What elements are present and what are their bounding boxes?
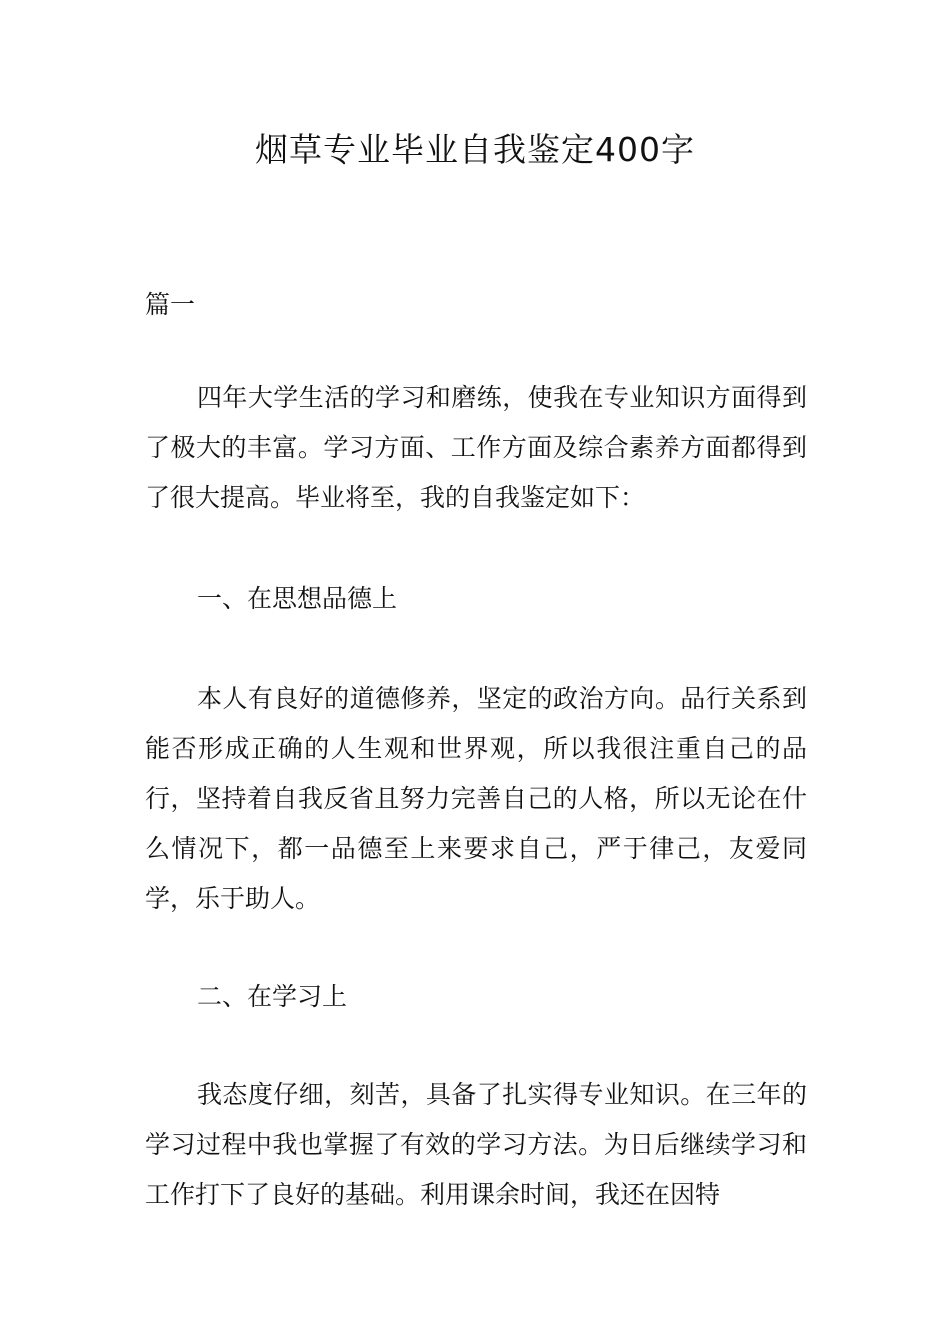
paragraph-morality: 本人有良好的道德修养，坚定的政治方向。品行关系到能否形成正确的人生观和世界观，所以我很注重自己的品行，坚持着自我反省且努力完善自己的人格，所以无论在什么情况下，都一品德至上来要求自己，严于律己，友爱同学，乐于助人。 — [145, 684, 807, 913]
document-title: 烟草专业毕业自我鉴定400字 — [255, 130, 695, 169]
section-heading-morality: 一、在思想品德上 — [197, 584, 398, 613]
paragraph-intro: 四年大学生活的学习和磨练，使我在专业知识方面得到了极大的丰富。学习方面、工作方面及综合素养方面都得到了很大提高。毕业将至，我的自我鉴定如下： — [145, 383, 807, 512]
section-label: 篇一 — [145, 290, 196, 319]
paragraph-study: 我态度仔细，刻苦，具备了扎实得专业知识。在三年的学习过程中我也掌握了有效的学习方法。为日后继续学习和工作打下了良好的基础。利用课余时间，我还在因特 — [145, 1080, 807, 1209]
section-heading-study: 二、在学习上 — [197, 982, 348, 1011]
